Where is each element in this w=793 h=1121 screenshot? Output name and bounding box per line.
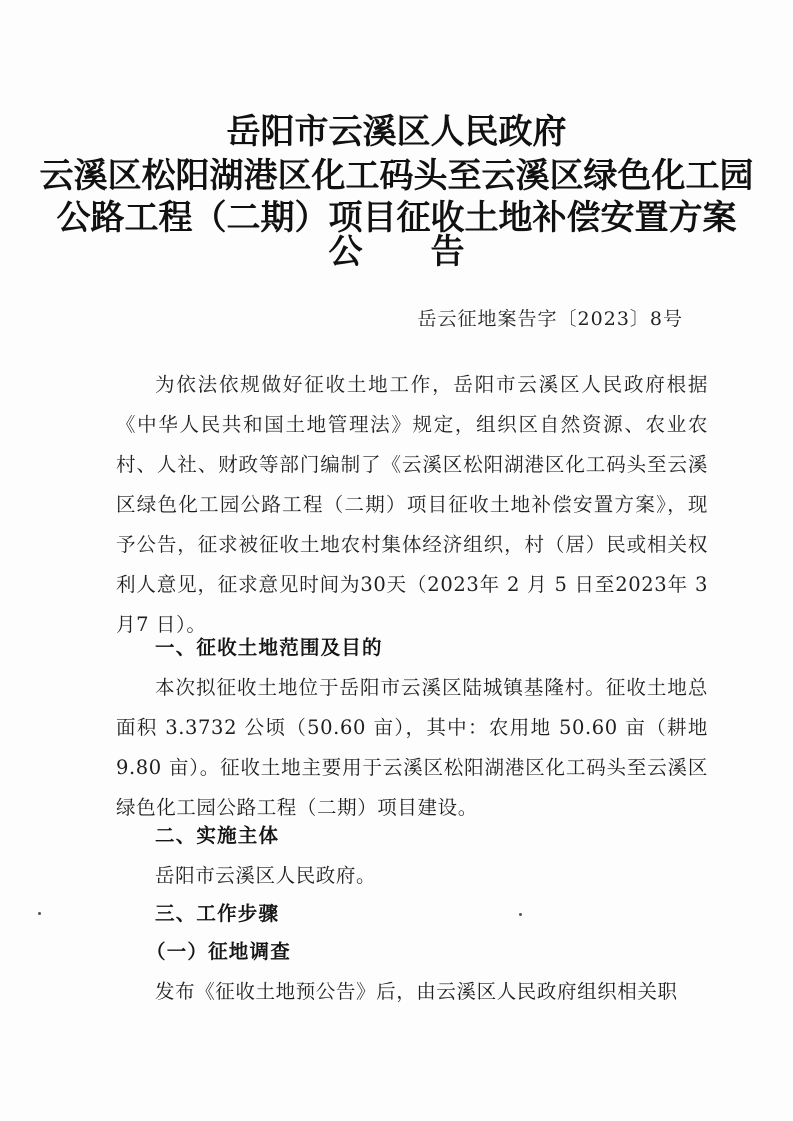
section-3-heading: 三、工作步骤 [155, 902, 280, 925]
section-1-heading: 一、征收土地范围及目的 [155, 636, 383, 659]
scan-speck [519, 913, 522, 916]
section-3-sub-1-heading: （一）征地调查 [146, 940, 291, 963]
scan-speck [38, 912, 41, 915]
project-title-line-2: 公路工程（二期）项目征收土地补偿安置方案 [56, 198, 737, 238]
section-2-body: 岳阳市云溪区人民政府。 [155, 864, 377, 887]
document-number: 岳云征地案告字〔2023〕8号 [417, 308, 683, 330]
intro-paragraph: 为依法依规做好征收土地工作，岳阳市云溪区人民政府根据《中华人民共和国土地管理法》规定，组织区自然资源、农业农村、人社、财政等部门编制了《云溪区松阳湖港区化工码头至云溪区绿色化工园公路工程（二期）项目征收土地补偿安置方案》，现予公告，征求被征收土地农村集体经济组织，村（居）民或相关权利人意见，征求意见时间为30天（2023年 2 月 5 日至2023年 3月7 日）。 [116, 373, 708, 636]
project-title-line-1: 云溪区松阳湖港区化工码头至云溪区绿色化工园 [39, 156, 754, 196]
section-2-heading: 二、实施主体 [155, 824, 280, 847]
issuer-title: 岳阳市云溪区人民政府 [226, 112, 567, 152]
section-1-body: 本次拟征收土地位于岳阳市云溪区陆城镇基隆村。征收土地总面积 3.3732 公顷（50.60 亩），其中：农用地 50.60 亩（耕地9.80 亩）。征收土地主要用于云溪区松阳湖港区化工码头至云溪区绿色化工园公路工程（二期）项目建设。 [116, 676, 708, 819]
notice-title: 公告 [328, 232, 533, 272]
section-3-sub-1-body: 发布《征收土地预公告》后，由云溪区人民政府组织相关职 [155, 980, 678, 1003]
